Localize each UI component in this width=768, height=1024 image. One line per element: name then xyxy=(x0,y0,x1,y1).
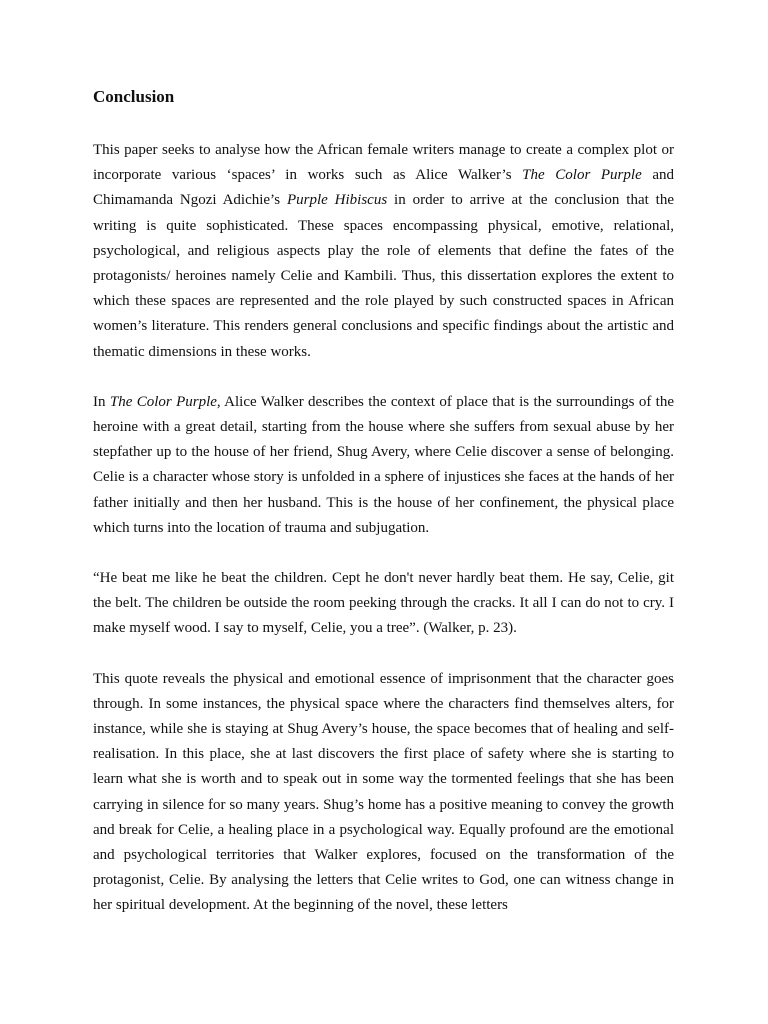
book-title: The Color Purple xyxy=(109,393,217,410)
book-title: The Color Purple xyxy=(522,167,642,184)
quote-text: “He beat me like he beat the children. Cept he don't never hardly beat them. He say, Celie, git the belt. The children be outside the room peeking through the cracks. It all I can do not to cry. I make myself wood. I say to myself, Celie, you a tree”. (Walker, p. 23). xyxy=(93,570,674,637)
text-run: , Alice Walker describes the context of place that is the surroundings of the heroine with a great detail, starting from the house where she suffers from sexual abuse by her stepfather up to the house of her friend, Shug Avery, where Celie discover a sense of belonging. Celie is a character whose story is unfolded in a sphere of injustices she faces at the hands of her father initially and then her husband. This is the house of her confinement, the physical place which turns into the location of trauma and subjugation. xyxy=(93,393,674,536)
section-heading: Conclusion xyxy=(93,87,175,106)
text-run: This quote reveals the physical and emotional essence of imprisonment that the character goes through. In some instances, the physical space where the characters find themselves alters, for instance, while she is staying at Shug Avery’s house, the space becomes that of healing and self-realisation. In this place, she at last discovers the first place of safety where she is starting to learn what she is worth and to speak out in some way the tormented feelings that she has been carrying in silence for so many years. Shug’s home has a positive meaning to convey the growth and break for Celie, a healing place in a psychological way. Equally profound are the emotional and psychological territories that Walker explores, focused on the transformation of the protagonist, Celie. By analysing the letters that Celie writes to God, one can witness change in her spiritual development. At the beginning of the novel, these letters xyxy=(93,670,674,914)
book-title: Purple Hibiscus xyxy=(286,192,388,209)
text-run: and Chimamanda Ngozi Adichie’s xyxy=(93,167,675,209)
text-run: in order to arrive at the conclusion that the writing is quite sophisticated. These spaces encompassing physical, emotive, relational, psychological, and religious aspects play the role of elements that define the fates of the protagonists/ heroines namely Celie and Kambili. Thus, this dissertation explores the extent to which these spaces are represented and the role played by such constructed spaces in African women’s literature. This renders general conclusions and specific findings about the artistic and thematic dimensions in these works. xyxy=(93,192,675,360)
text-run: This paper seeks to analyse how the African female writers manage to create a complex plot or incorporate various ‘spaces’ in works such as Alice Walker’s xyxy=(93,142,674,184)
document-page xyxy=(93,86,674,944)
text-run: In xyxy=(93,393,110,410)
paragraph-1 xyxy=(93,138,674,365)
paragraph-4 xyxy=(93,667,674,919)
paragraph-2 xyxy=(93,390,674,541)
quote-paragraph xyxy=(93,566,674,642)
